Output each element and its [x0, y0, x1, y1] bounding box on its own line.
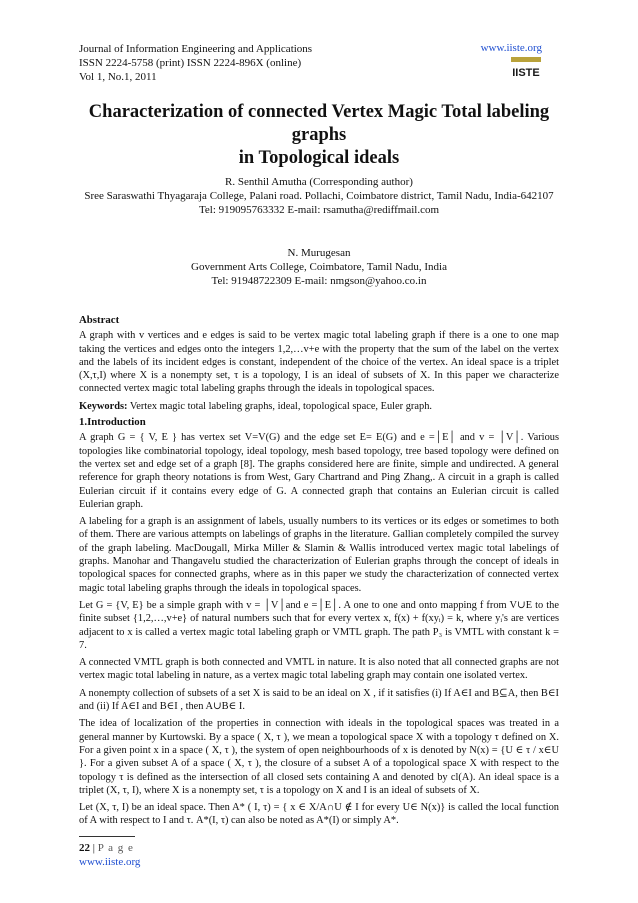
author-name: N. Murugesan [287, 247, 351, 259]
paper-title [79, 101, 559, 170]
section-heading-introduction: 1.Introduction [79, 416, 146, 429]
journal-header [79, 42, 312, 84]
page-word: P a g e [97, 842, 134, 854]
author-block-1 [79, 175, 559, 217]
journal-issn: ISSN 2224-5758 (print) ISSN 2224-896X (online) [79, 57, 302, 69]
abstract-heading: Abstract [79, 314, 120, 326]
intro-paragraph: A nonempty collection of subsets of a set X is said to be an ideal on X , if it satisfies (i) If A∈I and B⊆A, then B∈I and (ii) If A∈I and B∈I , then A∪B∈ I. [79, 687, 559, 713]
author-block-2 [79, 246, 559, 288]
title-line-1: Characterization of connected Vertex Magic Total labeling graphs [88, 102, 550, 145]
iiste-logo-icon [510, 57, 542, 79]
footer-divider [79, 836, 135, 837]
author-name: R. Senthil Amutha (Corresponding author) [225, 176, 413, 188]
author-affiliation: Government Arts College, Coimbatore, Tamil Nadu, India [191, 261, 447, 273]
page-number-value: 22 [79, 842, 90, 854]
intro-paragraph: A labeling for a graph is an assignment of labels, usually numbers to its vertices or its edges or sometimes to both of them. There are various attempts on labelings of graphs in the literature. Gallian completely compiled the survey of the graph labeling. MacDougall, Mirka Miller & Slamin & Wallis introduced vertex magic total labelings of graphs. Manohar and Thangavelu studied the characterization of Eulerian graphs through the concept of ideals in topological spaces for connected graphs, where as in this paper we study the characterization of connected vertex magic total labeling graphs through the ideals in topological spaces. [79, 516, 559, 594]
footer-url-link[interactable]: www.iiste.org [79, 856, 141, 868]
paper-body [79, 314, 559, 832]
journal-name: Journal of Information Engineering and Applications [79, 43, 313, 55]
keywords-text: Vertex magic total labeling graphs, ideal, topological space, Euler graph. [127, 400, 432, 412]
intro-paragraph: A connected VMTL graph is both connected and VMTL in nature. It is also noted that all connected graphs are not vertex magic total labeling in nature, as a vertex magic total labeling graph may contain one isolated vertex. [79, 657, 559, 682]
intro-paragraph: Let G = {V, E} be a simple graph with v = │V│and e =│E│. A one to one and onto mapping f from V∪E to the finite subset {1,2,…,v+e} of natural numbers such that for every vertex x, f(x) + f(xyᵢ) = k, where yᵢ's are vertices adjacent to x is called a vertex magic total labeling graph or VMTL graph. The path P₃ is VMTL with constant k = 7. [79, 599, 559, 651]
intro-paragraph: The idea of localization of the properties in connection with ideals in the topological spaces was treated in a general manner by Kurtowski. By a space ( X, τ ), we mean a topological space X with a topology τ defined on X. For a given point x in a space ( X, τ ), the system of open neighbourhoods of x is denoted by N(x) = {U ∈ τ / x∈U }. For a given subset A of a space ( X, τ ), the closure of a subset A of a topological space X with respect to the topology τ is defined as the intersection of all closed sets containing A and denoted by cl(A). An ideal space is a triplet (X, τ, I), where X is a nonempty set, τ is a topology on X and I is an ideal of subsets of X. [79, 718, 559, 796]
author-affiliation: Sree Saraswathi Thyagaraja College, Palani road. Pollachi, Coimbatore district, Tamil Nadu, India-642107 [84, 190, 554, 202]
author-contact: Tel: 91948722309 E-mail: nmgson@yahoo.co.in [211, 275, 427, 287]
page-separator: | [90, 842, 98, 854]
keywords-label: Keywords: [79, 400, 128, 412]
header-url-link[interactable]: www.iiste.org [480, 42, 542, 54]
title-line-2: in Topological ideals [238, 148, 400, 168]
svg-text:IISTE: IISTE [512, 67, 540, 79]
intro-paragraph: A graph G = { V, E } has vertex set V=V(G) and the edge set E= E(G) and e =│E│ and v = │V│. Various topologies like combinatorial topology, ideal topology, mesh based topology, tree based topology were defined on the vertex set and edge set of a graph [8]. The graphs considered here are finite, simple and undirected. A general reference for graph theory notations is from West, Gary Chartrand and Ping Zhang,. A circuit in a graph is called Eulerian circuit if it contains every edge of G. A connected graph that contains an Eulerian circuit is called Eulerian graph. [79, 432, 559, 510]
page-number [79, 842, 134, 855]
abstract-text: A graph with v vertices and e edges is said to be vertex magic total labeling graph if there is a one to one map taking the vertices and edges onto the integers 1,2,…v+e with the property that the sum of the label on the vertex and the labels of its incident edges is constant, independent of the choice of the vertex. An ideal space is a triplet (X,τ,I) where X is a nonempty set, τ is a topology, I is an ideal of subsets of X. In this paper we characterize connected vertex magic total labeling graphs through the ideals in topological spaces. [79, 330, 559, 395]
keywords [79, 400, 559, 413]
intro-paragraph: Let (X, τ, I) be an ideal space. Then A* ( I, τ) = { x ∈ X/A∩U ∉ I for every U∈ N(x)} is called the local function of A with respect to I and τ. A*(I, τ) can also be noted as A*(I) or simply A*. [79, 802, 559, 827]
author-contact: Tel: 919095763332 E-mail: rsamutha@rediffmail.com [198, 204, 440, 216]
journal-volume: Vol 1, No.1, 2011 [79, 71, 157, 83]
